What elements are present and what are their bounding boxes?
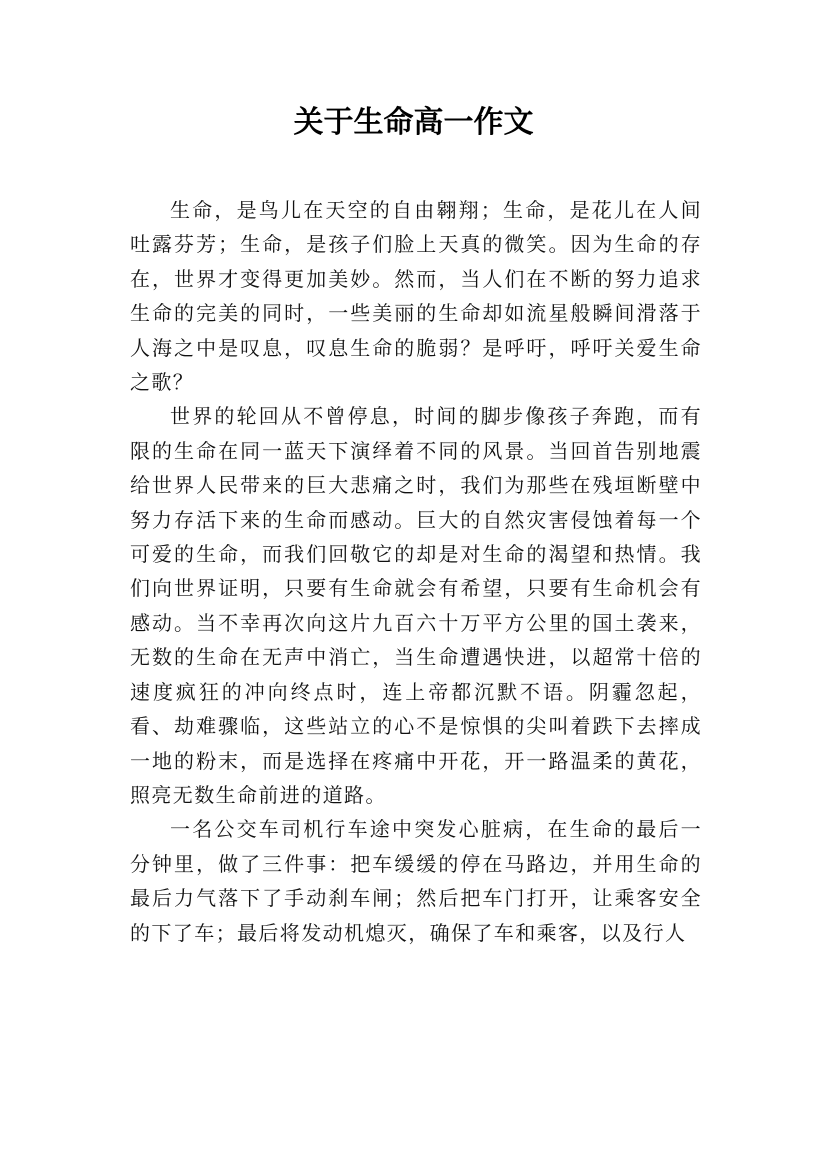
document-body xyxy=(130,193,702,950)
paragraph: 生命，是鸟儿在天空的自由翱翔；生命，是花儿在人间吐露芬芳；生命，是孩子们脸上天真的微笑。因为生命的存在，世界才变得更加美妙。然而，当人们在不断的努力追求生命的完美的同时，一些美丽的生命却如流星般瞬间滑落于人海之中是叹息，叹息生命的脆弱？是呼吁，呼吁关爱生命之歌？ xyxy=(130,198,702,395)
document-title: 关于生命高一作文 xyxy=(293,105,534,140)
paragraph: 一名公交车司机行车途中突发心脏病，在生命的最后一分钟里，做了三件事：把车缓缓的停在马路边，并用生命的最后力气落下了手动刹车闸；然后把车门打开，让乘客安全的下了车；最后将发动机熄灭，确保了车和乘客，以及行人 xyxy=(130,817,702,945)
paragraph: 世界的轮回从不曾停息，时间的脚步像孩子奔跑，而有限的生命在同一蓝天下演绎着不同的风景。当回首告别地震给世界人民带来的巨大悲痛之时，我们为那些在残垣断壁中努力存活下来的生命而感动。巨大的自然灾害侵蚀着每一个可爱的生命，而我们回敬它的却是对生命的渴望和热情。我们向世界证明，只要有生命就会有希望，只要有生命机会有感动。当不幸再次向这片九百六十万平方公里的国土袭来，无数的生命在无声中消亡，当生命遭遇快进，以超常十倍的速度疯狂的冲向终点时，连上帝都沉默不语。阴霾忽起，看、劫难骤临，这些站立的心不是惊惧的尖叫着跌下去摔成一地的粉末，而是选择在疼痛中开花，开一路温柔的黄花，照亮无数生命前进的道路。 xyxy=(130,404,702,807)
